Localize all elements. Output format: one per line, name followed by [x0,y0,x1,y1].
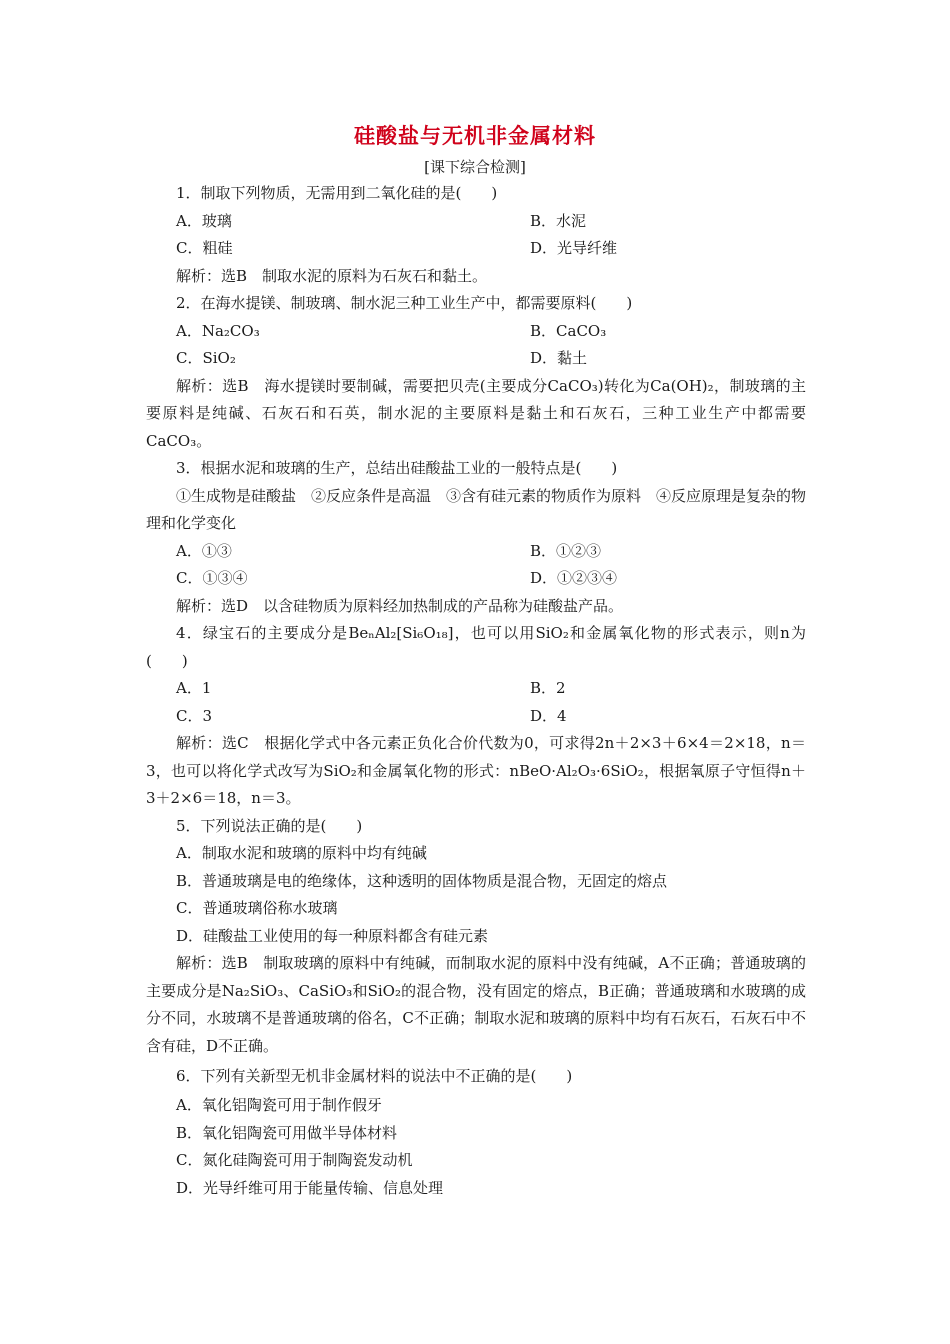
question-1-stem: 1．制取下列物质，无需用到二氧化硅的是( ) [176,184,498,202]
option-b: B．2 [530,679,566,697]
question-1-options-row-1 [146,208,806,236]
question-6-stem: 6．下列有关新型无机非金属材料的说法中不正确的是( ) [176,1067,573,1085]
question-2-stem: 2．在海水提镁、制玻璃、制水泥三种工业生产中，都需要原料( ) [176,294,633,312]
option-c: C．①③④ [176,569,248,587]
option-a: A．①③ [176,541,232,560]
option-d: D．①②③④ [530,569,618,587]
option-b: B．普通玻璃是电的绝缘体，这种透明的固体物质是混合物，无固定的熔点 [176,871,668,890]
option-a: A．氧化铝陶瓷可用于制作假牙 [176,1096,382,1114]
page-title: 硅酸盐与无机非金属材料 [354,123,596,148]
question-list [146,180,806,1202]
question-3-stem: 3．根据水泥和玻璃的生产，总结出硅酸盐工业的一般特点是( ) [176,459,618,477]
option-a: A．制取水泥和玻璃的原料中均有纯碱 [176,844,427,862]
option-b: B．水泥 [530,211,587,230]
question-4-options-row-2 [146,703,806,731]
question-3-analysis: 解析：选D 以含硅物质为原料经加热制成的产品称为硅酸盐产品。 [176,596,624,615]
option-a: A．Na₂CO₃ [176,321,260,340]
option-b: B．①②③ [530,541,602,560]
question-5-stem: 5．下列说法正确的是( ) [176,816,363,835]
question-3-options-row-1 [146,538,806,566]
question-4-options-row-1 [146,675,806,703]
option-b: B．氧化铝陶瓷可用做半导体材料 [176,1123,398,1142]
question-2-analysis: 解析：选B 海水提镁时要制碱，需要把贝壳(主要成分CaCO₃)转化为Ca(OH)₂，制玻璃的主要原料是纯碱、石灰石和石英，制水泥的主要原料是黏土和石灰石，三种工业生产中都需要CaCO₃。 [146,376,806,450]
question-5-analysis: 解析：选B 制取玻璃的原料中有纯碱，而制取水泥的原料中没有纯碱，A不正确；普通玻璃的主要成分是Na₂SiO₃、CaSiO₃和SiO₂的混合物，没有固定的熔点，B正确；普通玻璃和水玻璃的成分不同，水玻璃不是普通玻璃的俗名，C不正确；制取水泥和玻璃的原料中均有石灰石，石灰石中不含有硅，D不正确。 [146,954,806,1055]
option-c: C．3 [176,706,213,725]
option-c: C．氮化硅陶瓷可用于制陶瓷发动机 [176,1151,413,1169]
question-3-items: ①生成物是硅酸盐 ②反应条件是高温 ③含有硅元素的物质作为原料 ④反应原理是复杂的物理和化学变化 [146,486,807,532]
option-a: A．1 [176,679,212,697]
option-d: D．4 [530,706,567,725]
option-a: A．玻璃 [176,211,232,230]
question-2-options-row-1 [146,318,806,346]
question-1-analysis: 解析：选B 制取水泥的原料为石灰石和黏土。 [176,266,488,285]
question-1-options-row-2 [146,235,806,263]
option-c: C．SiO₂ [176,349,236,367]
option-d: D．光导纤维 [530,239,618,257]
question-4-stem: 4．绿宝石的主要成分是BeₙAl₂[Si₆O₁₈]，也可以用SiO₂和金属氧化物的形式表示，则n为( ) [146,624,806,670]
page-subtitle: [课下综合检测] [424,158,526,176]
option-c: C．粗硅 [176,239,233,257]
option-d: D．黏土 [530,349,588,367]
option-b: B．CaCO₃ [530,321,607,340]
question-2-options-row-2 [146,345,806,373]
question-3-options-row-2 [146,565,806,593]
question-4-analysis: 解析：选C 根据化学式中各元素正负化合价代数为0，可求得2n＋2×3＋6×4＝2×18，n＝3，也可以将化学式改写为SiO₂和金属氧化物的形式：nBeO·Al₂O₃·6SiO₂，根据氧原子守恒得n＋3＋2×6＝18，n＝3。 [146,734,806,807]
option-d: D．光导纤维可用于能量传输、信息处理 [176,1178,444,1197]
option-d: D．硅酸盐工业使用的每一种原料都含有硅元素 [176,926,489,945]
option-c: C．普通玻璃俗称水玻璃 [176,899,338,917]
